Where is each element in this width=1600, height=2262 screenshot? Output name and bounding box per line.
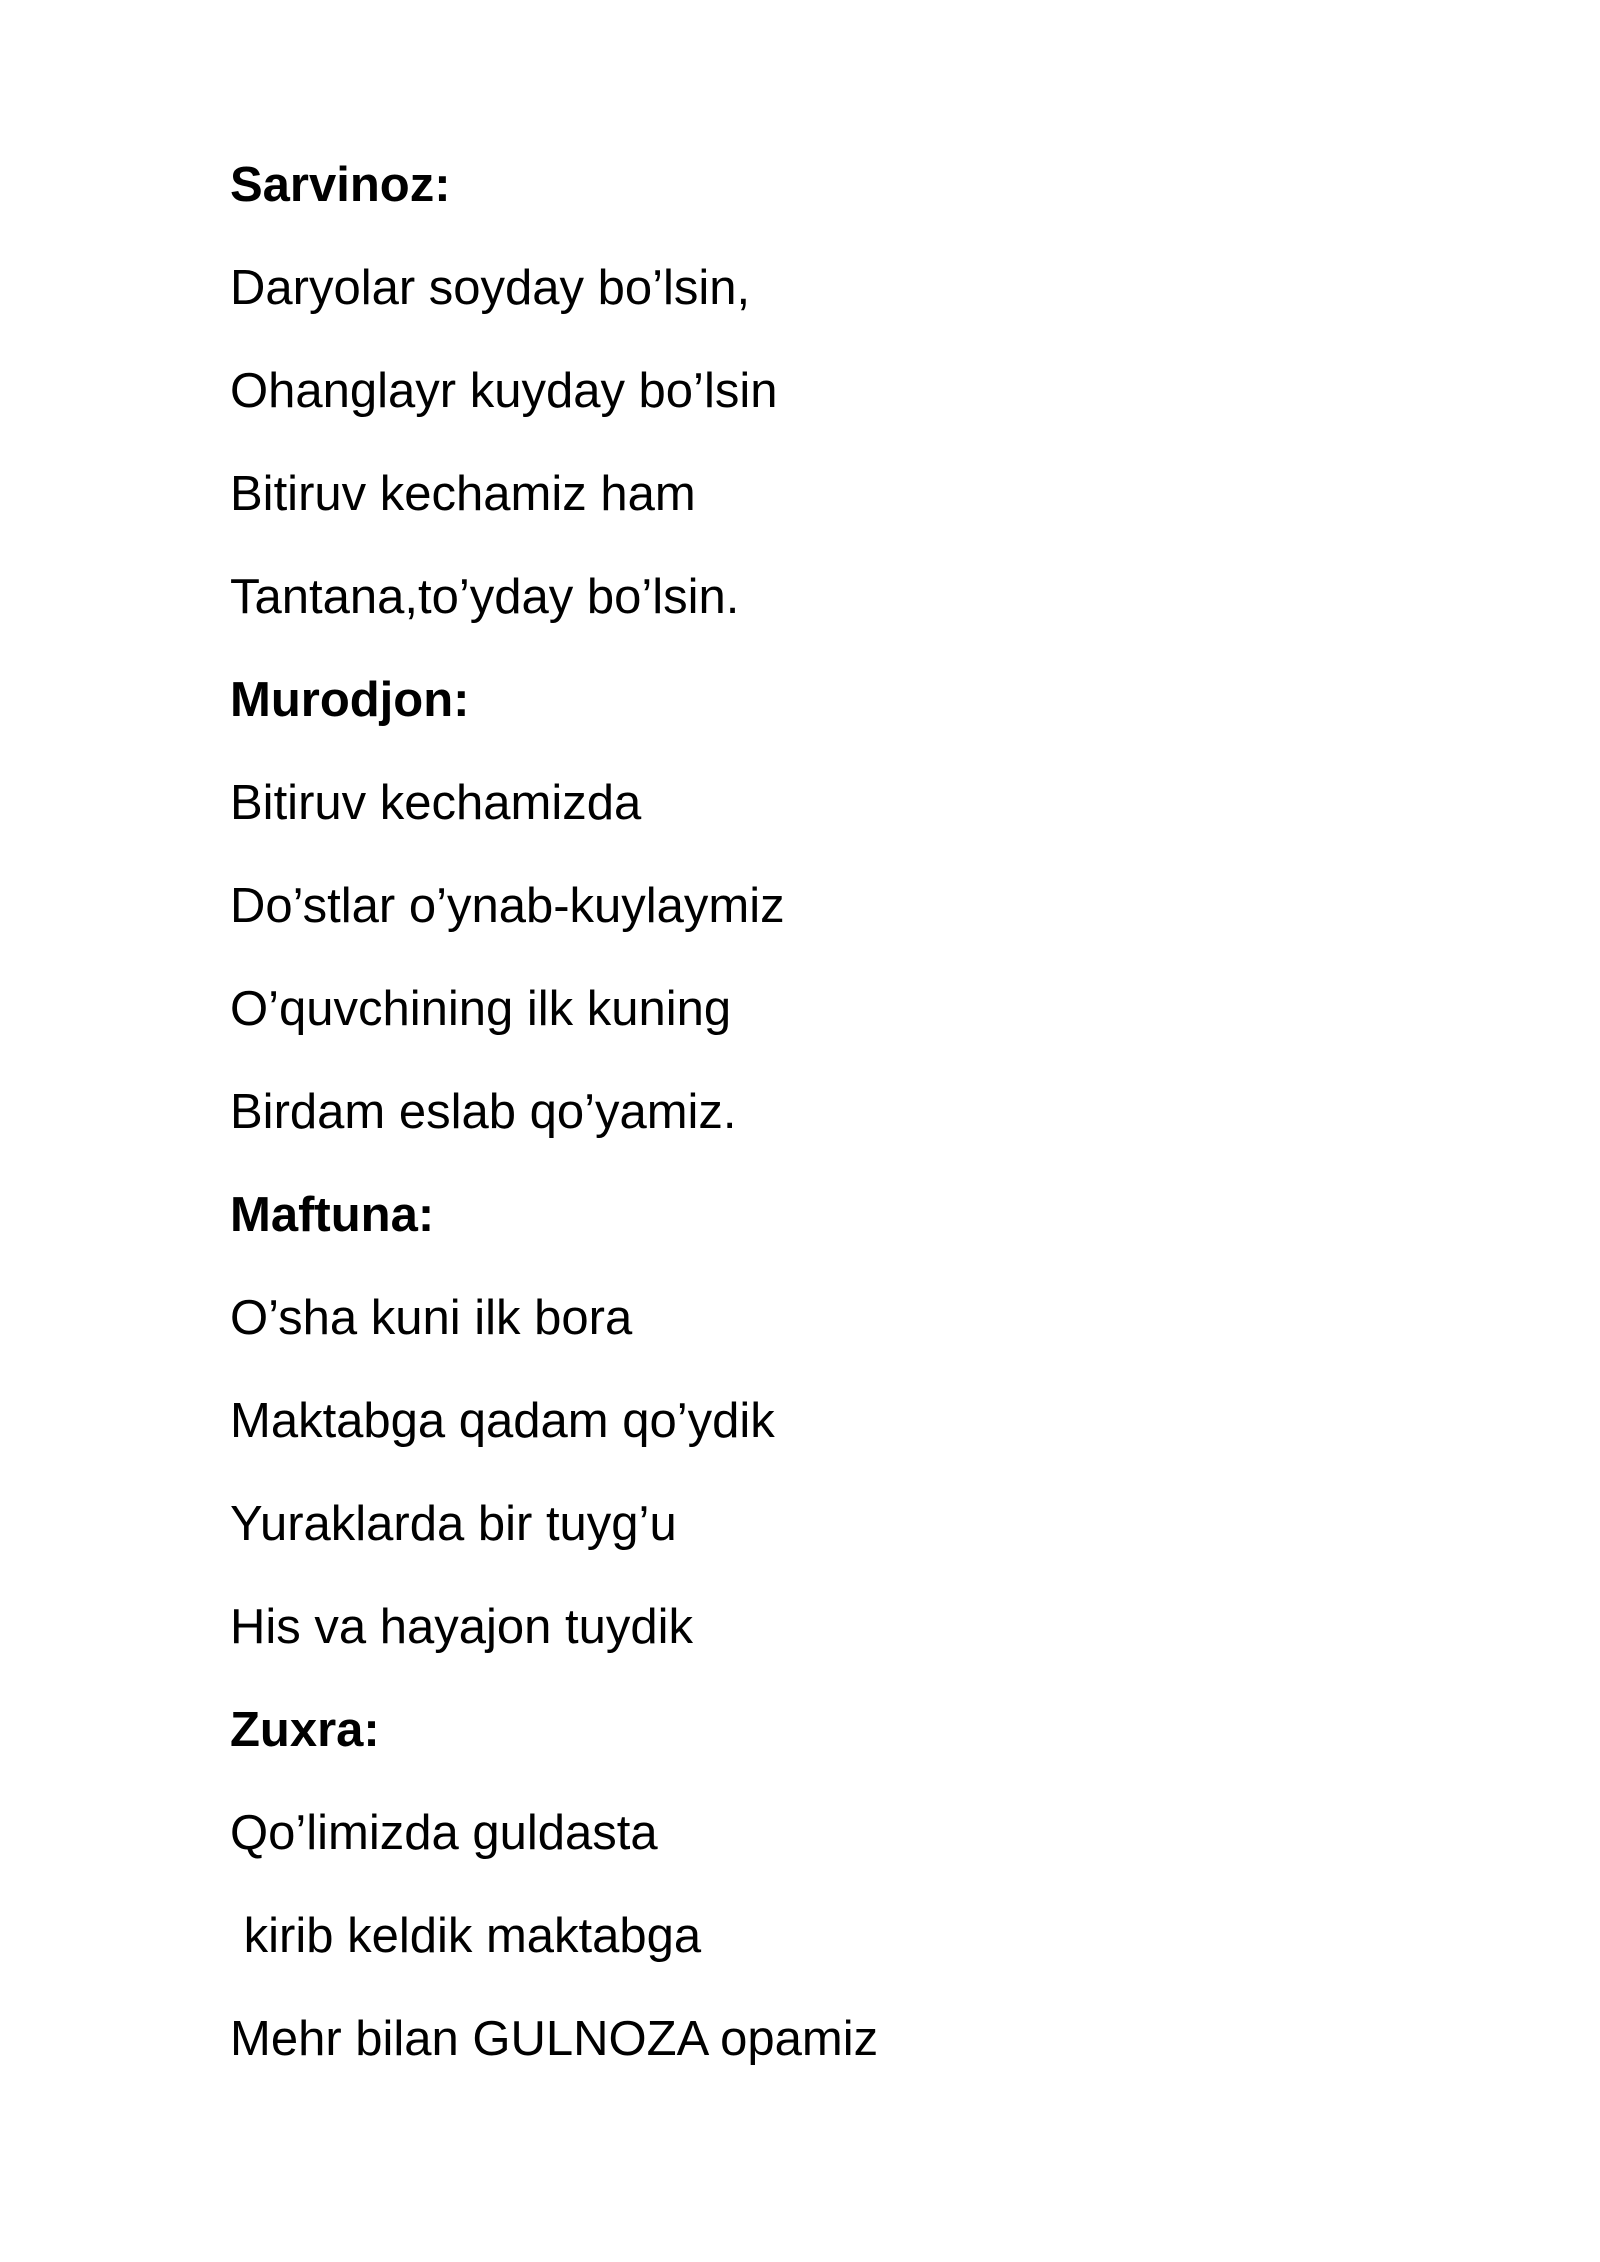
poem-line: Bitiruv kechamizda <box>230 776 642 830</box>
poem-line: O’sha kuni ilk bora <box>230 1291 633 1345</box>
speaker-name: Zuxra: <box>230 1703 380 1757</box>
poem-line: Qo’limizda guldasta <box>230 1806 658 1860</box>
poem-line: O’quvchining ilk kuning <box>230 982 732 1036</box>
stanza-sarvinoz <box>230 150 1430 665</box>
poem-line: Yuraklarda bir tuyg’u <box>230 1497 677 1551</box>
poem-line: Birdam eslab qo’yamiz. <box>230 1085 737 1139</box>
poem-line: His va hayajon tuydik <box>230 1600 694 1654</box>
speaker-name: Maftuna: <box>230 1188 435 1242</box>
speaker-name: Sarvinoz: <box>230 158 451 212</box>
stanza-murodjon <box>230 665 1430 1180</box>
poem-line: Tantana,to’yday bo’lsin. <box>230 570 740 624</box>
stanza-zuxra <box>230 1695 1430 2107</box>
stanza-maftuna <box>230 1180 1430 1695</box>
poem-line: Daryolar soyday bo’lsin, <box>230 261 751 315</box>
poem-line: Mehr bilan GULNOZA opamiz <box>230 2012 879 2066</box>
poem-line: Do’stlar o’ynab-kuylaymiz <box>230 879 785 933</box>
poem-line: kirib keldik maktabga <box>230 1909 702 1963</box>
poem-line: Ohanglayr kuyday bo’lsin <box>230 364 778 418</box>
poem-body <box>230 150 1430 2107</box>
speaker-name: Murodjon: <box>230 673 470 727</box>
poem-line: Bitiruv kechamiz ham <box>230 467 696 521</box>
poem-line: Maktabga qadam qo’ydik <box>230 1394 775 1448</box>
